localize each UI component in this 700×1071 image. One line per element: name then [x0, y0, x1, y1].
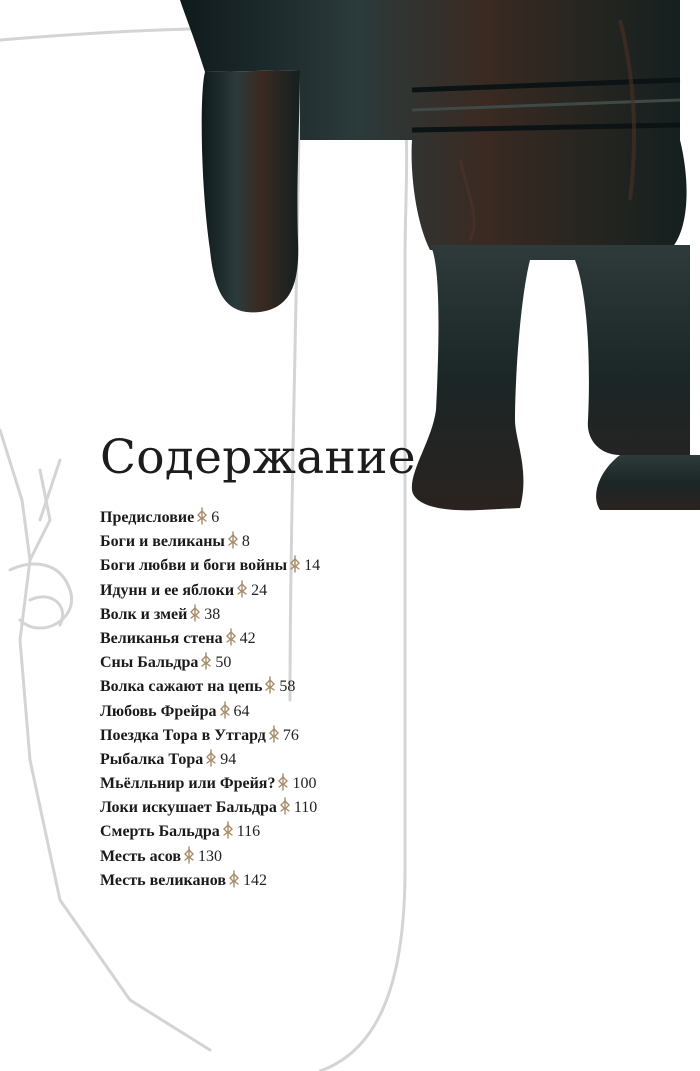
- toc-entry: [100, 675, 320, 699]
- toc-entry: [100, 554, 320, 578]
- toc-entry-label: Боги любви и боги войны: [100, 557, 288, 575]
- toc-entry-label: Рыбалка Тора: [100, 750, 204, 768]
- toc-entry-page: 8: [241, 533, 250, 551]
- toc-entry-label: Смерть Бальдра: [100, 823, 220, 841]
- toc-entry-label: Поездка Тора в Утгард: [100, 726, 266, 744]
- toc-entry-page: 50: [215, 654, 232, 672]
- ornament-icon: [225, 628, 237, 646]
- toc-entry-label: Предисловие: [100, 509, 195, 526]
- toc-entry: [100, 869, 320, 893]
- toc-entry-page: 6: [211, 509, 220, 526]
- toc-entry-page: 76: [282, 726, 299, 744]
- ornament-icon: [183, 846, 195, 864]
- ornament-icon: [236, 580, 248, 598]
- toc-entry-page: 14: [304, 557, 321, 575]
- ornament-icon: [200, 652, 212, 670]
- ornament-icon: [277, 773, 289, 791]
- ornament-icon: [289, 555, 301, 573]
- toc-entry: [100, 627, 320, 651]
- toc-entry-page: 94: [220, 750, 237, 768]
- ornament-icon: [189, 604, 201, 622]
- toc-entry-label: Месть великанов: [100, 871, 226, 889]
- toc-entry-page: 64: [233, 702, 250, 720]
- toc-entry-page: 110: [293, 799, 318, 817]
- ornament-icon: [196, 507, 208, 525]
- toc-entry-page: 42: [239, 629, 256, 647]
- toc-entry: [100, 506, 320, 530]
- toc-entry: [100, 724, 320, 748]
- toc-entry-label: Волк и змей: [100, 605, 188, 623]
- toc-list: [100, 506, 320, 893]
- toc-entry-page: 100: [292, 775, 317, 793]
- toc-entry-page: 24: [251, 581, 268, 599]
- toc-entry: [100, 796, 320, 820]
- toc-entry: [100, 820, 320, 844]
- toc-entry: [100, 579, 320, 603]
- toc-entry-page: 116: [236, 823, 261, 841]
- toc-entry-page: 130: [197, 847, 222, 865]
- toc-entry-label: Локи искушает Бальдра: [100, 799, 277, 817]
- ornament-icon: [222, 821, 234, 839]
- ornament-icon: [279, 797, 291, 815]
- toc-entry: [100, 845, 320, 869]
- toc-title: Содержание: [100, 430, 416, 485]
- ornament-icon: [205, 749, 217, 767]
- ornament-icon: [227, 531, 239, 549]
- toc-entry-label: Сны Бальдра: [100, 654, 199, 672]
- toc-entry-label: Великанья стена: [100, 629, 223, 647]
- toc-entry: [100, 603, 320, 627]
- ornament-icon: [219, 701, 231, 719]
- toc-entry: [100, 700, 320, 724]
- ornament-icon: [268, 725, 280, 743]
- toc-entry-label: Мьёлльнир или Фрейя?: [100, 775, 276, 793]
- toc-entry-label: Месть асов: [100, 847, 181, 865]
- toc-entry-page: 58: [279, 678, 296, 696]
- toc-entry-label: Любовь Фрейра: [100, 702, 217, 720]
- toc-entry-label: Боги и великаны: [100, 533, 225, 551]
- toc-entry-label: Идунн и ее яблоки: [100, 581, 235, 599]
- ornament-icon: [264, 676, 276, 694]
- toc-entry-page: 142: [242, 871, 267, 889]
- toc-entry: [100, 772, 320, 796]
- toc-entry: [100, 748, 320, 772]
- toc-entry-page: 38: [204, 605, 221, 623]
- ornament-icon: [228, 870, 240, 888]
- toc-entry: [100, 530, 320, 554]
- toc-entry-label: Волка сажают на цепь: [100, 678, 263, 696]
- toc-entry: [100, 651, 320, 675]
